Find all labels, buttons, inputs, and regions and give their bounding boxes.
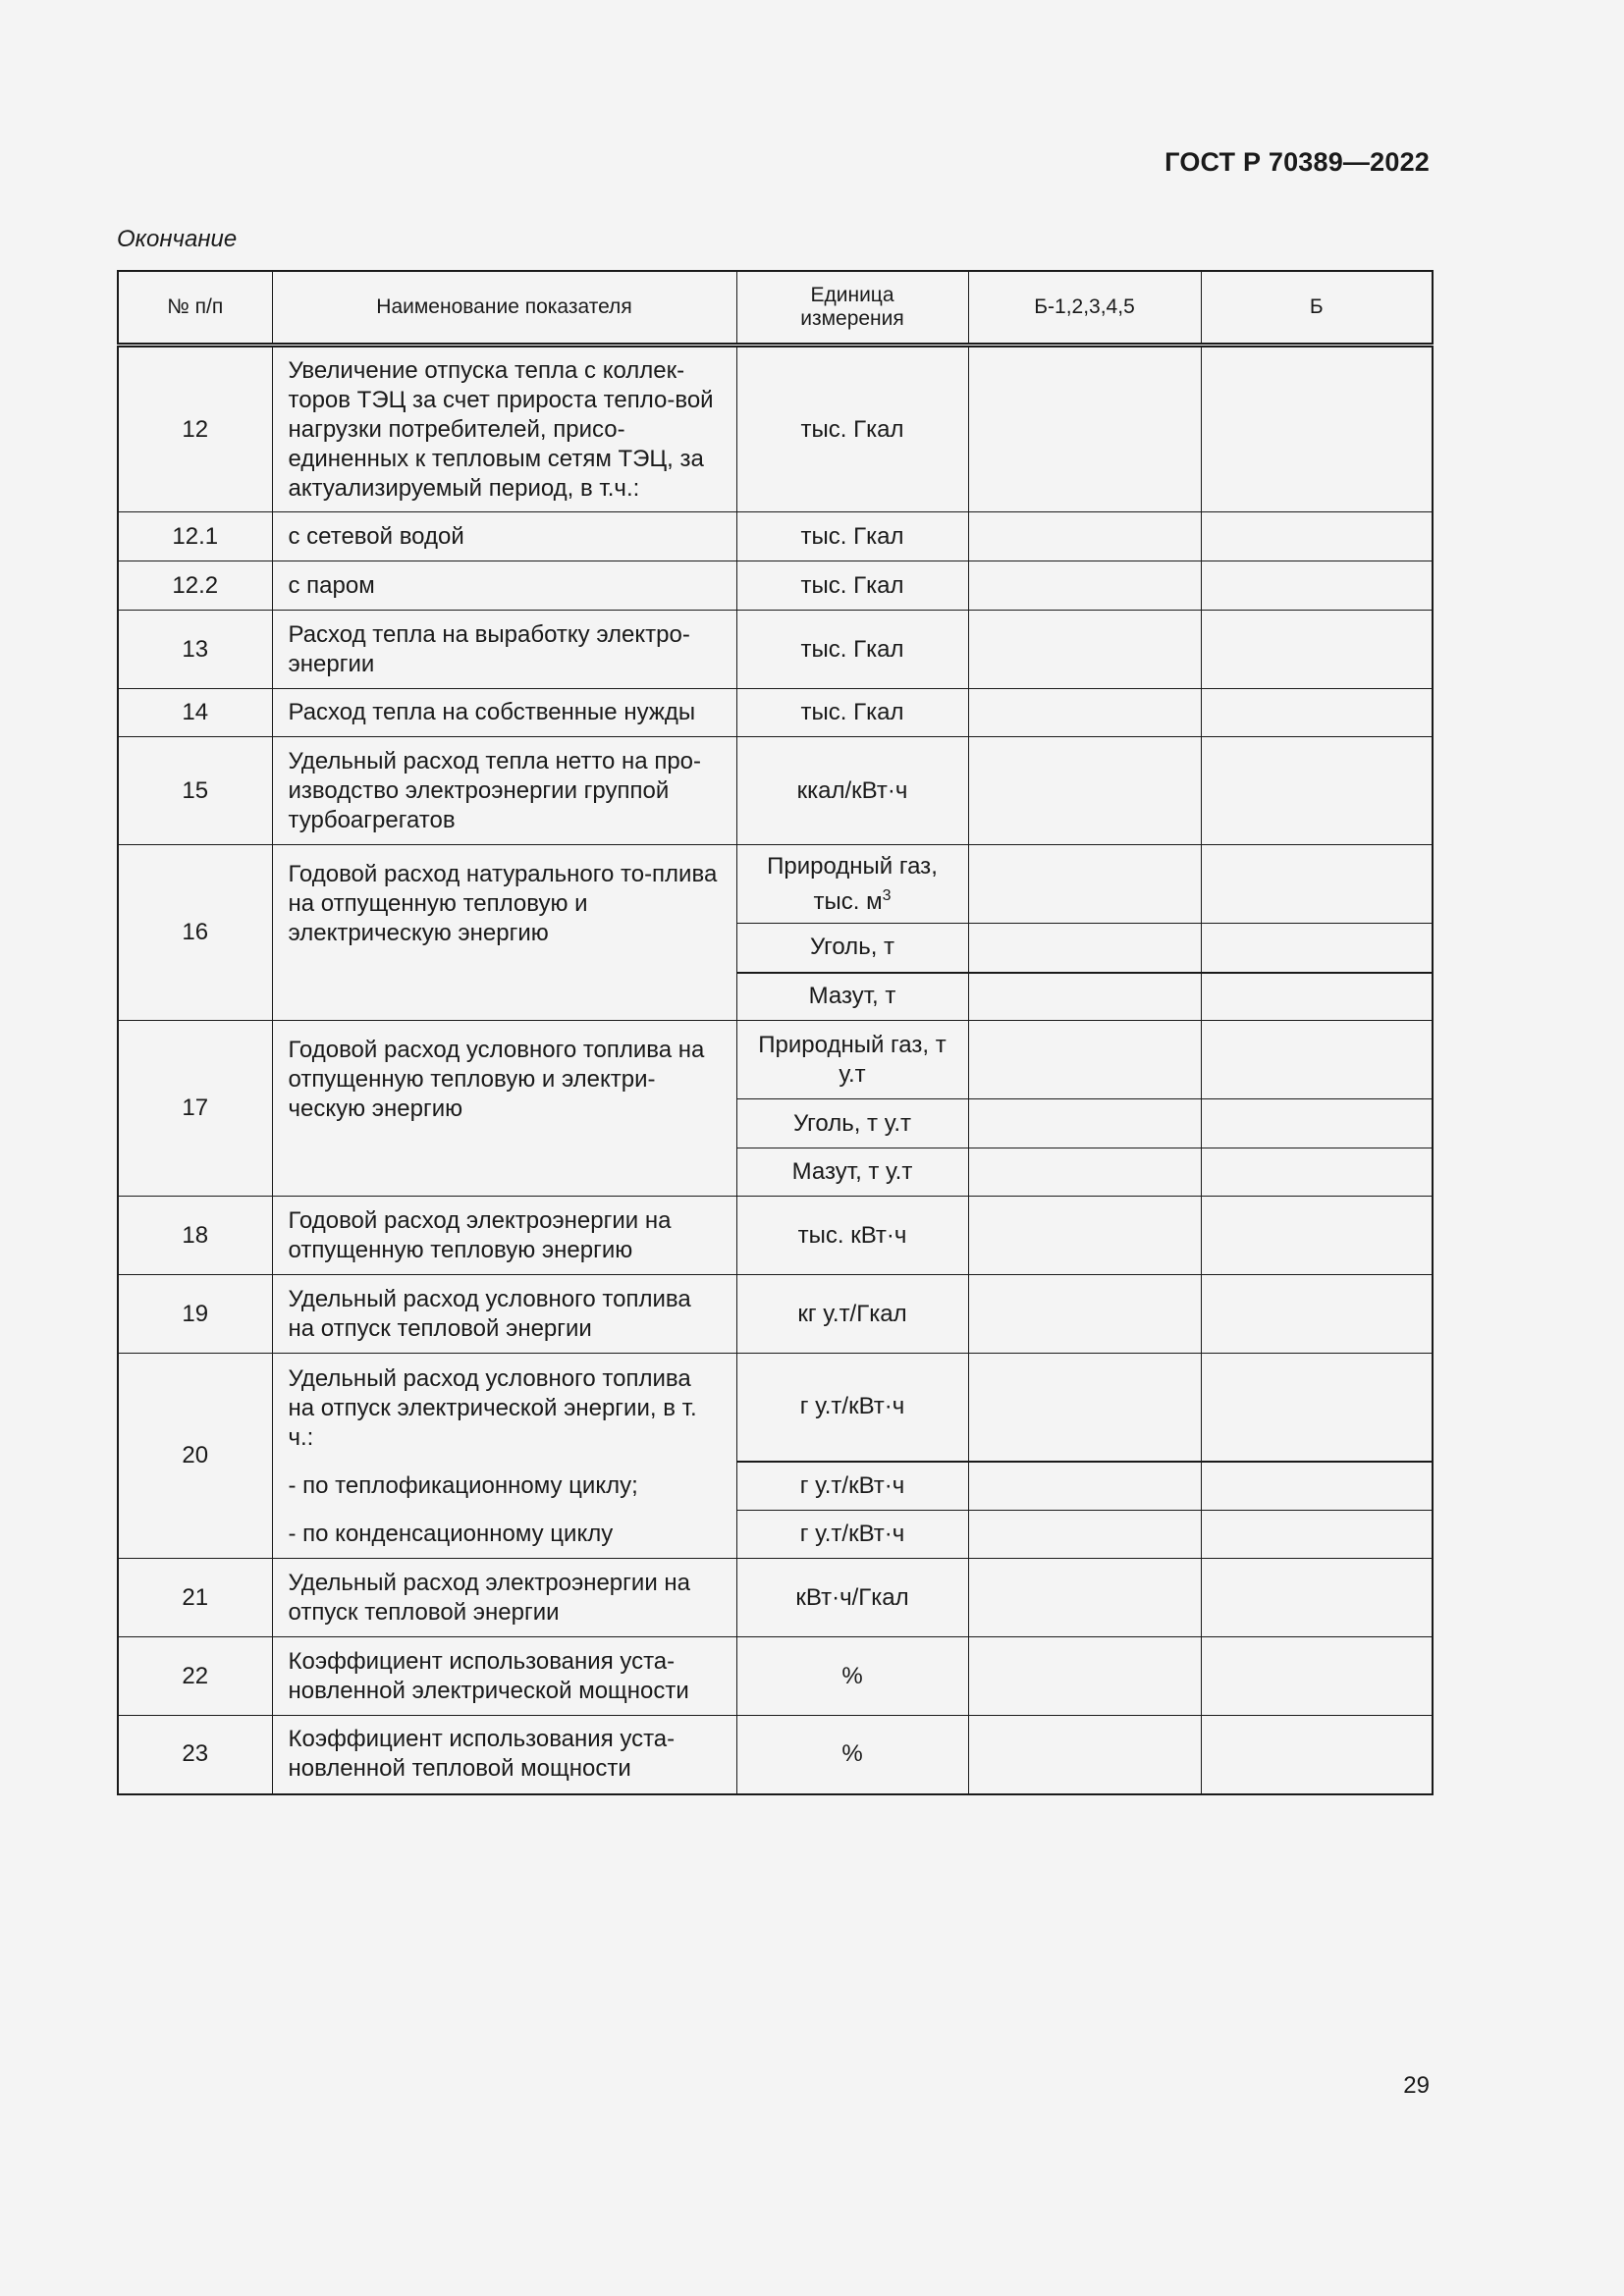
- value-cell-b12345: [968, 512, 1201, 561]
- unit-cell: г у.т/кВт·ч: [736, 1354, 968, 1462]
- unit-cell: ккал/кВт·ч: [736, 737, 968, 845]
- indicators-table: [117, 270, 1434, 1795]
- value-cell-b12345: [968, 1197, 1201, 1275]
- unit-cell: %: [736, 1716, 968, 1794]
- indicator-name: Увеличение отпуска тепла с коллек-торов ТЭЦ за счет прироста тепло-вой нагрузки потребителей, присо-единенных к тепловым сетям ТЭЦ, за актуализируемый период, в т.ч.:: [272, 346, 736, 512]
- indicator-name: Расход тепла на выработку электро-энергии: [272, 611, 736, 689]
- row-number: 13: [118, 611, 272, 689]
- indicator-name: Удельный расход условного топлива на отпуск тепловой энергии: [272, 1275, 736, 1354]
- table-row: [118, 1197, 1433, 1275]
- value-cell-b: [1201, 1511, 1433, 1559]
- indicator-subitem: - по теплофикационному циклу;: [288, 1472, 638, 1499]
- value-cell-b12345: [968, 737, 1201, 845]
- table-row: [118, 346, 1433, 512]
- unit-cell: тыс. кВт·ч: [736, 1197, 968, 1275]
- value-cell-b: [1201, 512, 1433, 561]
- document-code: ГОСТ Р 70389—2022: [1164, 147, 1430, 177]
- table-row: [118, 1559, 1433, 1637]
- value-cell-b12345: [968, 1637, 1201, 1716]
- value-cell-b: [1201, 1637, 1433, 1716]
- value-cell-b: [1201, 689, 1433, 737]
- indicator-name: [272, 1354, 736, 1559]
- value-cell-b12345: [968, 1559, 1201, 1637]
- row-number: 12.2: [118, 561, 272, 611]
- indicator-name: с сетевой водой: [272, 512, 736, 561]
- unit-cell: кг у.т/Гкал: [736, 1275, 968, 1354]
- table-row: [118, 737, 1433, 845]
- row-number: 12: [118, 346, 272, 512]
- value-cell-b12345: [968, 1148, 1201, 1197]
- value-cell-b: [1201, 561, 1433, 611]
- continuation-label: Окончание: [117, 226, 238, 252]
- value-cell-b12345: [968, 924, 1201, 973]
- value-cell-b: [1201, 1559, 1433, 1637]
- row-number: 20: [118, 1354, 272, 1559]
- table-row: [118, 1021, 1433, 1099]
- row-number: 17: [118, 1021, 272, 1197]
- table-header-row: [118, 271, 1433, 346]
- value-cell-b: [1201, 1197, 1433, 1275]
- value-cell-b: [1201, 1716, 1433, 1794]
- value-cell-b12345: [968, 845, 1201, 924]
- unit-cell: кВт·ч/Гкал: [736, 1559, 968, 1637]
- value-cell-b: [1201, 346, 1433, 512]
- table-row: [118, 1354, 1433, 1462]
- unit-cell: Мазут, т: [736, 973, 968, 1021]
- indicator-subitem: - по конденсационному циклу: [288, 1521, 614, 1547]
- value-cell-b12345: [968, 1354, 1201, 1462]
- unit-text: Природный газ, тыс. м: [767, 852, 938, 915]
- unit-cell: тыс. Гкал: [736, 561, 968, 611]
- row-number: 15: [118, 737, 272, 845]
- header-indicator-name: Наименование показателя: [272, 271, 736, 346]
- value-cell-b: [1201, 1021, 1433, 1099]
- value-cell-b12345: [968, 689, 1201, 737]
- value-cell-b: [1201, 1099, 1433, 1148]
- value-cell-b12345: [968, 346, 1201, 512]
- value-cell-b12345: [968, 1275, 1201, 1354]
- table-row: [118, 689, 1433, 737]
- unit-cell: [736, 845, 968, 924]
- row-number: 21: [118, 1559, 272, 1637]
- row-number: 18: [118, 1197, 272, 1275]
- indicator-subitems: [289, 1471, 723, 1549]
- table-row: [118, 611, 1433, 689]
- unit-cell: тыс. Гкал: [736, 512, 968, 561]
- indicator-name: Годовой расход условного топлива на отпущенную тепловую и электри-ческую энергию: [272, 1021, 736, 1197]
- indicator-name: Расход тепла на собственные нужды: [272, 689, 736, 737]
- header-b: Б: [1201, 271, 1433, 346]
- unit-cell: тыс. Гкал: [736, 689, 968, 737]
- indicator-name: Коэффициент использования уста-новленной тепловой мощности: [272, 1716, 736, 1794]
- unit-cell: %: [736, 1637, 968, 1716]
- value-cell-b12345: [968, 611, 1201, 689]
- row-number: 14: [118, 689, 272, 737]
- value-cell-b: [1201, 924, 1433, 973]
- row-number: 12.1: [118, 512, 272, 561]
- row-number: 23: [118, 1716, 272, 1794]
- table-row: [118, 1637, 1433, 1716]
- unit-cell: тыс. Гкал: [736, 346, 968, 512]
- header-number: № п/п: [118, 271, 272, 346]
- value-cell-b12345: [968, 1099, 1201, 1148]
- header-unit: Единица измерения: [736, 271, 968, 346]
- unit-cell: тыс. Гкал: [736, 611, 968, 689]
- value-cell-b: [1201, 973, 1433, 1021]
- value-cell-b12345: [968, 1462, 1201, 1511]
- unit-cell: Уголь, т: [736, 924, 968, 973]
- value-cell-b12345: [968, 1716, 1201, 1794]
- table-row: [118, 1716, 1433, 1794]
- value-cell-b: [1201, 1354, 1433, 1462]
- value-cell-b: [1201, 737, 1433, 845]
- table-row: [118, 1275, 1433, 1354]
- indicator-name: Годовой расход натурального то-плива на отпущенную тепловую и электрическую энергию: [272, 845, 736, 1021]
- value-cell-b: [1201, 1462, 1433, 1511]
- value-cell-b12345: [968, 1021, 1201, 1099]
- indicator-name: Коэффициент использования уста-новленной электрической мощности: [272, 1637, 736, 1716]
- table-row: [118, 512, 1433, 561]
- header-b-1-5: Б-1,2,3,4,5: [968, 271, 1201, 346]
- page-number: 29: [1403, 2072, 1430, 2099]
- table-row: [118, 845, 1433, 924]
- row-number: 22: [118, 1637, 272, 1716]
- value-cell-b12345: [968, 1511, 1201, 1559]
- value-cell-b: [1201, 845, 1433, 924]
- unit-cell: г у.т/кВт·ч: [736, 1462, 968, 1511]
- indicator-name: с паром: [272, 561, 736, 611]
- indicator-name: Удельный расход тепла нетто на про-изводство электроэнергии группой турбоагрегатов: [272, 737, 736, 845]
- value-cell-b: [1201, 1275, 1433, 1354]
- unit-cell: Мазут, т у.т: [736, 1148, 968, 1197]
- value-cell-b: [1201, 1148, 1433, 1197]
- indicator-name: Удельный расход электроэнергии на отпуск тепловой энергии: [272, 1559, 736, 1637]
- row-number: 16: [118, 845, 272, 1021]
- table-row: [118, 561, 1433, 611]
- row-number: 19: [118, 1275, 272, 1354]
- value-cell-b12345: [968, 561, 1201, 611]
- indicator-name-main: Удельный расход условного топлива на отпуск электрической энергии, в т. ч.:: [288, 1365, 697, 1451]
- unit-superscript: 3: [882, 886, 892, 904]
- value-cell-b: [1201, 611, 1433, 689]
- unit-cell: Уголь, т у.т: [736, 1099, 968, 1148]
- unit-cell: Природный газ, т у.т: [736, 1021, 968, 1099]
- unit-cell: г у.т/кВт·ч: [736, 1511, 968, 1559]
- value-cell-b12345: [968, 973, 1201, 1021]
- indicator-name: Годовой расход электроэнергии на отпущенную тепловую энергию: [272, 1197, 736, 1275]
